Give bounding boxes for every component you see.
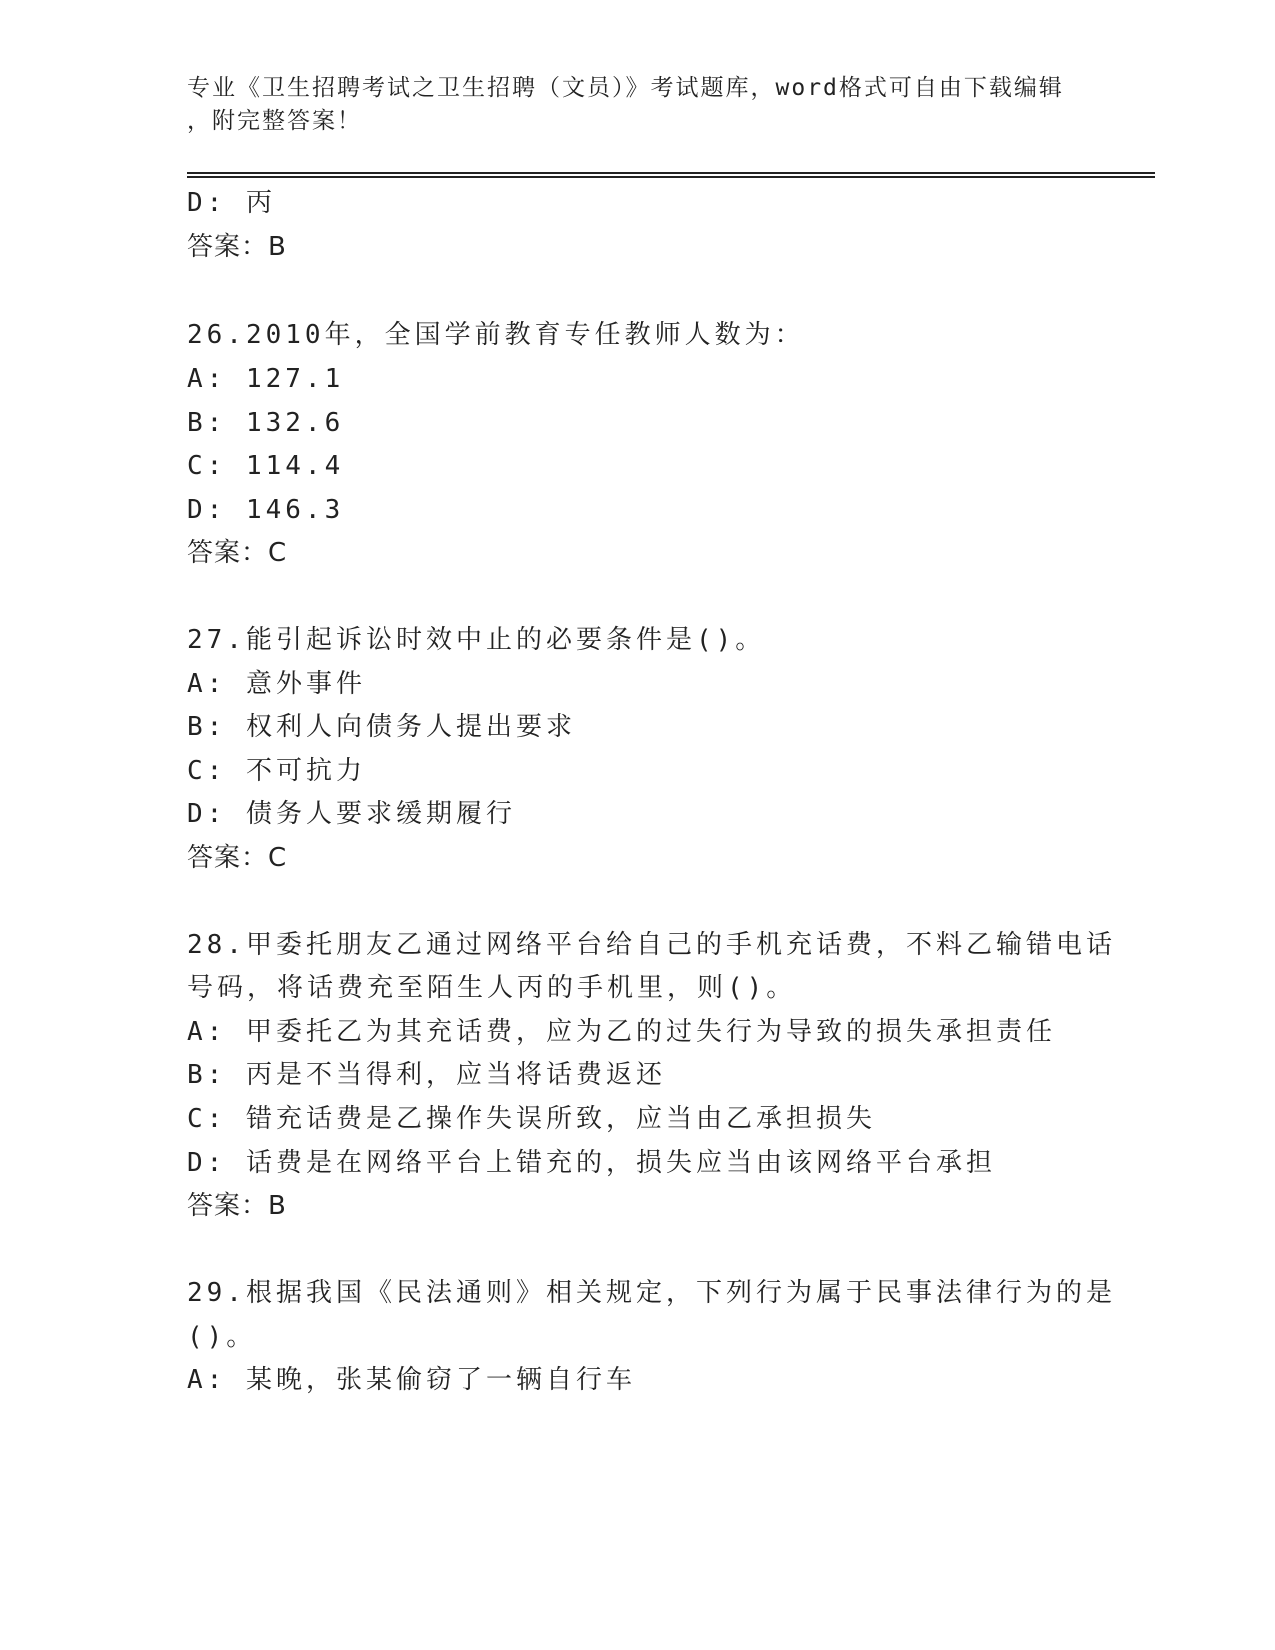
question-28-answer: 答案：B bbox=[187, 1191, 287, 1221]
question-28-option-c: C: 错充话费是乙操作失误所致，应当由乙承担损失 bbox=[187, 1104, 876, 1134]
question-28-stem-line-2: 号码，将话费充至陌生人丙的手机里，则()。 bbox=[187, 973, 797, 1003]
question-28-option-d: D: 话费是在网络平台上错充的，损失应当由该网络平台承担 bbox=[187, 1148, 996, 1178]
question-26-stem: 26.2010年，全国学前教育专任教师人数为： bbox=[187, 320, 805, 350]
header-divider-bottom bbox=[187, 176, 1155, 178]
question-29-stem-line-1: 29.根据我国《民法通则》相关规定，下列行为属于民事法律行为的是 bbox=[187, 1278, 1116, 1308]
question-26-option-d: D: 146.3 bbox=[187, 495, 345, 525]
prev-answer: 答案：B bbox=[187, 232, 287, 262]
question-27-answer: 答案：C bbox=[187, 843, 288, 873]
question-26-option-a: A: 127.1 bbox=[187, 364, 345, 394]
question-27-stem: 27.能引起诉讼时效中止的必要条件是()。 bbox=[187, 625, 766, 655]
question-29-option-a: A: 某晚，张某偷窃了一辆自行车 bbox=[187, 1365, 636, 1395]
question-28-option-a: A: 甲委托乙为其充话费，应为乙的过失行为导致的损失承担责任 bbox=[187, 1017, 1056, 1047]
header-divider-top bbox=[187, 172, 1155, 174]
question-28-option-b: B: 丙是不当得利，应当将话费返还 bbox=[187, 1060, 666, 1090]
document-header bbox=[187, 72, 1067, 138]
question-28-stem-line-1: 28.甲委托朋友乙通过网络平台给自己的手机充话费，不料乙输错电话 bbox=[187, 930, 1116, 960]
question-27-option-b: B: 权利人向债务人提出要求 bbox=[187, 712, 576, 742]
question-27-option-c: C: 不可抗力 bbox=[187, 756, 366, 786]
question-27-option-a: A: 意外事件 bbox=[187, 669, 366, 699]
header-line-2: ，附完整答案！ bbox=[187, 108, 362, 134]
question-27-option-d: D: 债务人要求缓期履行 bbox=[187, 799, 516, 829]
prev-option-d: D: 丙 bbox=[187, 188, 276, 218]
question-29-stem-line-2: ()。 bbox=[187, 1322, 257, 1352]
header-line-1: 专业《卫生招聘考试之卫生招聘（文员）》考试题库，word格式可自由下载编辑 bbox=[187, 75, 1064, 101]
question-26-option-c: C: 114.4 bbox=[187, 451, 345, 481]
question-26-answer: 答案：C bbox=[187, 538, 288, 568]
question-26-option-b: B: 132.6 bbox=[187, 408, 345, 438]
